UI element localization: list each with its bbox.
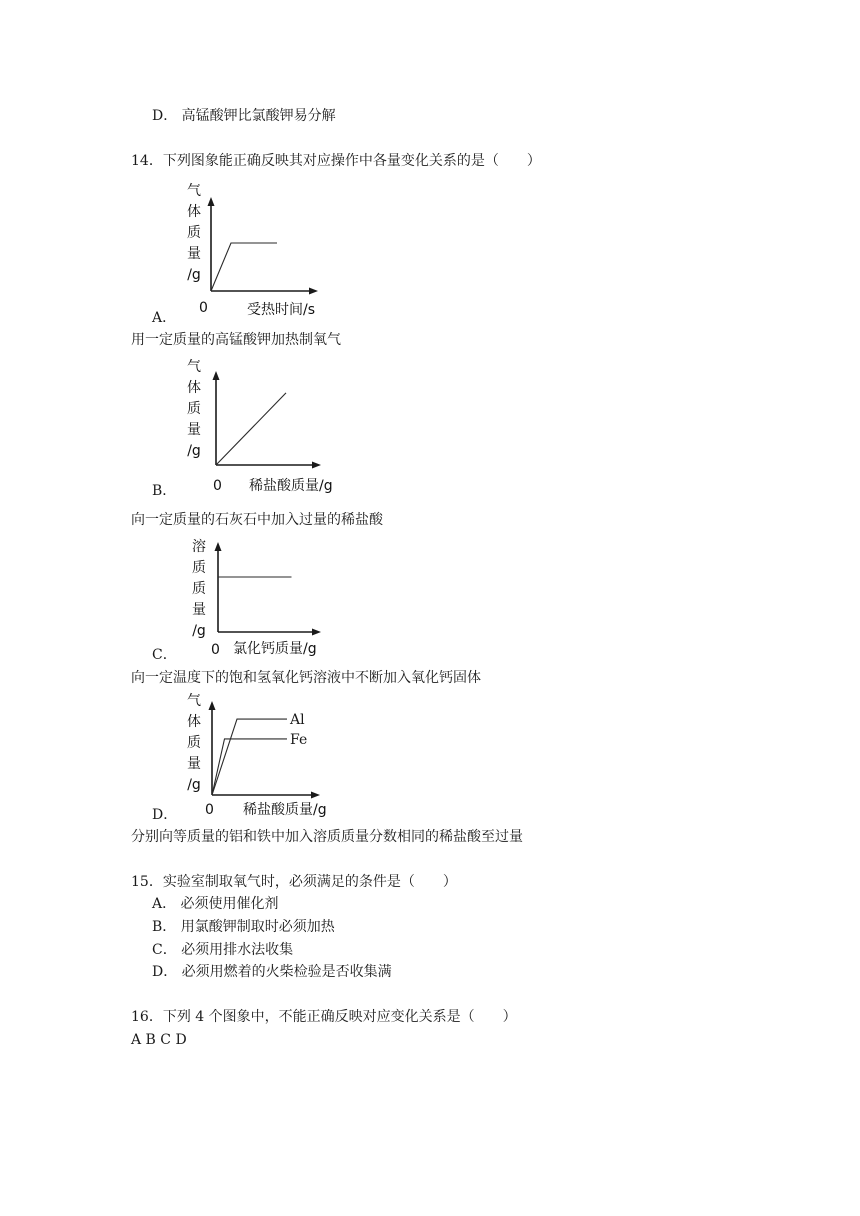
ylabel-char: 量 bbox=[192, 602, 206, 618]
q14-option-c-letter: C． bbox=[152, 647, 177, 663]
q16-choices: A B C D bbox=[131, 1032, 187, 1048]
q14-stem: 14．下列图象能正确反映其对应操作中各量变化关系的是（ ） bbox=[131, 153, 541, 169]
ylabel-char: 气 bbox=[187, 183, 201, 199]
x-axis-arrow bbox=[311, 792, 320, 799]
chart-a-xlabel: 受热时间/s bbox=[247, 302, 316, 318]
ylabel-char: 质 bbox=[187, 225, 201, 241]
ylabel-char: 气 bbox=[187, 359, 201, 375]
ylabel-char: 体 bbox=[187, 714, 201, 730]
ylabel-char: 质 bbox=[187, 735, 201, 751]
ylabel-char: 质 bbox=[192, 581, 206, 597]
chart-c-origin: 0 bbox=[211, 642, 220, 658]
q15-option-d: D． 必须用燃着的火柴检验是否收集满 bbox=[152, 964, 392, 980]
q14-option-d-caption: 分别向等质量的铝和铁中加入溶质质量分数相同的稀盐酸至过量 bbox=[131, 829, 523, 845]
ylabel-char: 质 bbox=[192, 560, 206, 576]
q15-option-a: A． 必须使用催化剂 bbox=[152, 896, 279, 912]
series-line bbox=[212, 719, 287, 795]
ylabel-char: 溶 bbox=[192, 539, 206, 555]
q13-option-d: D． 高锰酸钾比氯酸钾易分解 bbox=[152, 108, 336, 124]
q15-option-c: C． 必须用排水法收集 bbox=[152, 942, 294, 958]
q15-stem: 15．实验室制取氧气时，必须满足的条件是（ ） bbox=[131, 874, 457, 890]
ylabel-char: /g bbox=[187, 443, 201, 459]
chart-d-xlabel: 稀盐酸质量/g bbox=[243, 802, 327, 818]
chart-c-xlabel: 氯化钙质量/g bbox=[233, 641, 317, 657]
q14-option-b-letter: B． bbox=[152, 483, 177, 499]
series-label: Fe bbox=[290, 731, 308, 748]
chart-d-origin: 0 bbox=[205, 802, 214, 818]
ylabel-char: 体 bbox=[187, 380, 201, 396]
ylabel-char: 气 bbox=[187, 693, 201, 709]
series-line bbox=[212, 739, 287, 795]
y-axis-arrow bbox=[209, 701, 216, 710]
ylabel-char: 量 bbox=[187, 422, 201, 438]
chart-a-origin: 0 bbox=[199, 300, 208, 316]
q14-option-a-letter: A． bbox=[152, 310, 177, 326]
chart-b-origin: 0 bbox=[213, 478, 222, 494]
ylabel-char: 质 bbox=[187, 401, 201, 417]
ylabel-char: /g bbox=[187, 777, 201, 793]
q14-option-b-caption: 向一定质量的石灰石中加入过量的稀盐酸 bbox=[131, 512, 383, 528]
q14-option-a-caption: 用一定质量的高锰酸钾加热制氧气 bbox=[131, 332, 341, 348]
q14-option-d-letter: D． bbox=[152, 807, 178, 823]
ylabel-char: /g bbox=[187, 267, 201, 283]
ylabel-char: 量 bbox=[187, 246, 201, 262]
ylabel-char: 体 bbox=[187, 204, 201, 220]
q14-option-c-caption: 向一定温度下的饱和氢氧化钙溶液中不断加入氧化钙固体 bbox=[131, 670, 481, 686]
chart-b-xlabel: 稀盐酸质量/g bbox=[249, 478, 333, 494]
q16-stem: 16．下列 4 个图象中，不能正确反映对应变化关系是（ ） bbox=[131, 1009, 517, 1025]
q15-option-b: B． 用氯酸钾制取时必须加热 bbox=[152, 919, 335, 935]
ylabel-char: 量 bbox=[187, 756, 201, 772]
series-label: Al bbox=[290, 712, 305, 729]
ylabel-char: /g bbox=[192, 623, 206, 639]
